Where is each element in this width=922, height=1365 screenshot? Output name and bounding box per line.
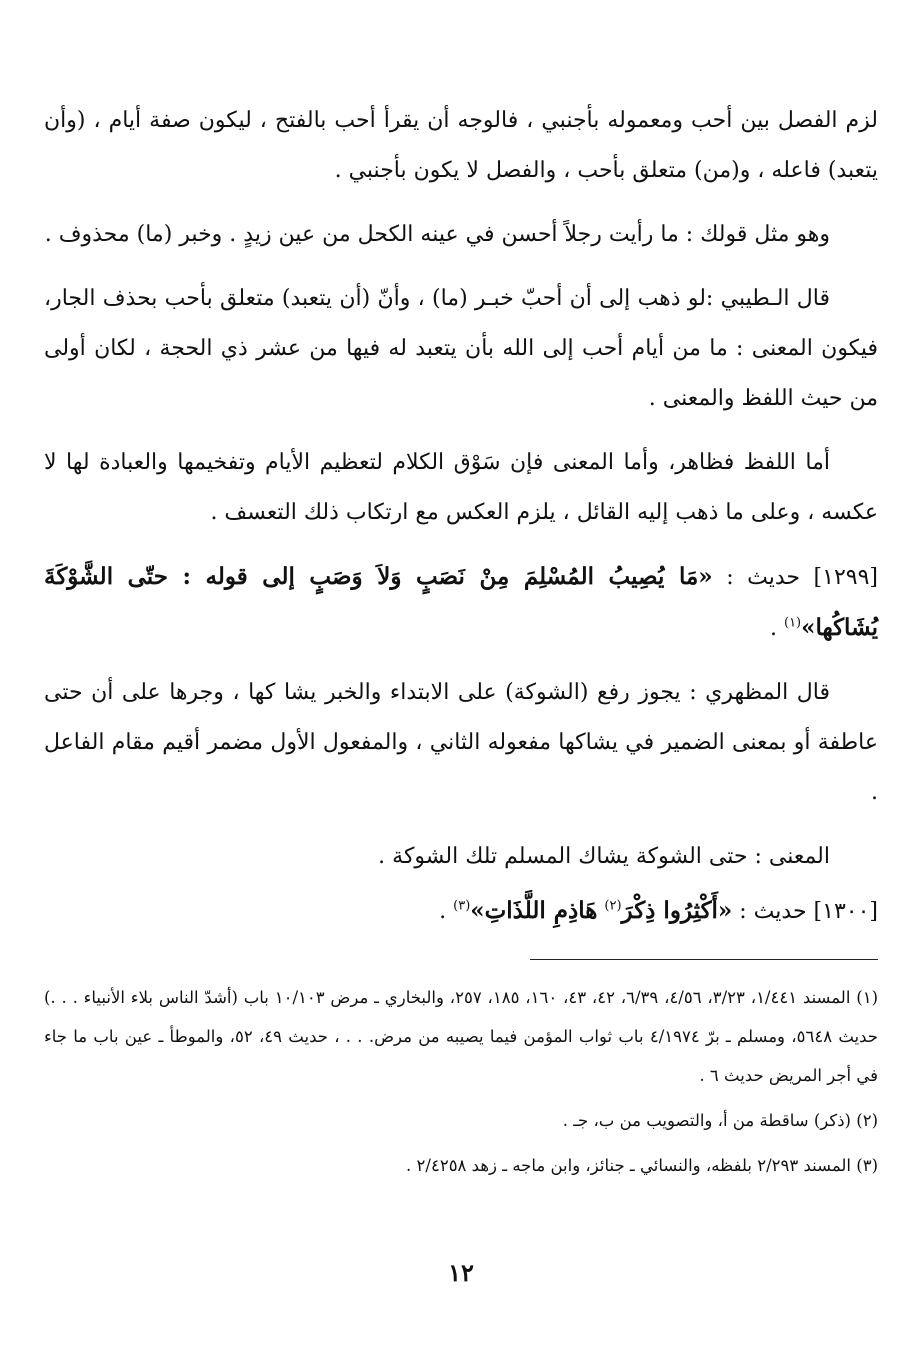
- footnote-ref: (٣): [453, 898, 471, 914]
- hadith-text-a: «أَكْثِرُوا ذِكْرَ: [621, 897, 733, 924]
- footnote-2: (٢) (ذكر) ساقطة من أ، والتصويب من ب، جـ .: [562, 1111, 878, 1130]
- footnote-divider: [530, 959, 878, 960]
- hadith-1300: [44, 886, 878, 937]
- footnote-3: (٣) المسند ٢/٢٩٣ بلفظه، والنسائي ـ جنائز، وابن ماجه ـ زهد ٢/٤٢٥٨ .: [406, 1156, 878, 1175]
- hadith-1299: [44, 552, 878, 654]
- hadith-number: [١٢٩٩] حديث :: [726, 565, 879, 590]
- paragraph-6: المعنى : حتى الشوكة يشاك المسلم تلك الشوكة .: [378, 844, 830, 869]
- hadith-text: «مَا يُصِيبُ المُسْلِمَ مِنْ نَصَبٍ وَلاَ وَصَبٍ إلى قوله : حتّى الشَّوْكَةَ يُشَاكُها»: [44, 563, 878, 641]
- hadith-text-b: هَاذِمِ اللَّذَاتِ»: [470, 897, 598, 924]
- footnote-1: (١) المسند ١/٤٤١، ٣/٢٣، ٤/٥٦، ٦/٣٩، ٤٢، ٤٣، ١٦٠، ١٨٥، ٢٥٧، والبخاري ـ مرض ١٠/١٠٣ باب (أشدّ الناس بلاء الأنبياء . . .) حديث ٥٦٤٨، ومسلم ـ برّ ٤/١٩٧٤ باب ثواب المؤمن فيما يصيبه من مرض. . . ، حديث ٤٩، ٥٢، والموطأ ـ عين باب ما جاء في أجر المريض حديث ٦ .: [44, 988, 878, 1085]
- footnote-ref: (١): [783, 615, 802, 631]
- hadith-number: [١٣٠٠] حديث :: [739, 899, 878, 924]
- footnote-ref: (٢): [604, 898, 622, 914]
- hadith-end: .: [439, 899, 454, 924]
- footnotes: [44, 978, 878, 1185]
- paragraph-5: قال المظهري : يجوز رفع (الشوكة) على الابتداء والخبر يشا كها ، وجرها على أن حتى عاطفة أو بمعنى الضمير في يشاكها مفعوله الثاني ، والمفعول الأول مضمر أقيم مقام الفاعل .: [44, 680, 878, 805]
- hadith-end: .: [769, 616, 784, 641]
- page-number: ١٢: [448, 1258, 474, 1287]
- paragraph-2: وهو مثل قولك : ما رأيت رجلاً أحسن في عينه الكحل من عين زيدٍ . وخبر (ما) محذوف .: [44, 222, 830, 247]
- paragraph-4: أما اللفظ فظاهر، وأما المعنى فإن سَوْق الكلام لتعظيم الأيام وتفخيمها والعبادة لها لا عكسه ، وعلى ما ذهب إليه القائل ، يلزم العكس مع ارتكاب ذلك التعسف .: [44, 450, 878, 525]
- main-text: [44, 96, 878, 937]
- paragraph-1: لزم الفصل بين أحب ومعموله بأجنبي ، فالوجه أن يقرأ أحب بالفتح ، ليكون صفة أيام ، (وأن يتعبد) فاعله ، و(من) متعلق بأحب ، والفصل لا يكون بأجنبي .: [44, 108, 878, 183]
- paragraph-3: قال الـطيبي :لو ذهب إلى أن أحبّ خبـر (ما) ، وأنّ (أن يتعبد) متعلق بأحب بحذف الجار، فيكون المعنى : ما من أيام أحب إلى الله بأن يتعبد له فيها من عشر ذي الحجة ، لكان أولى من حيث اللفظ والمعنى .: [44, 286, 878, 411]
